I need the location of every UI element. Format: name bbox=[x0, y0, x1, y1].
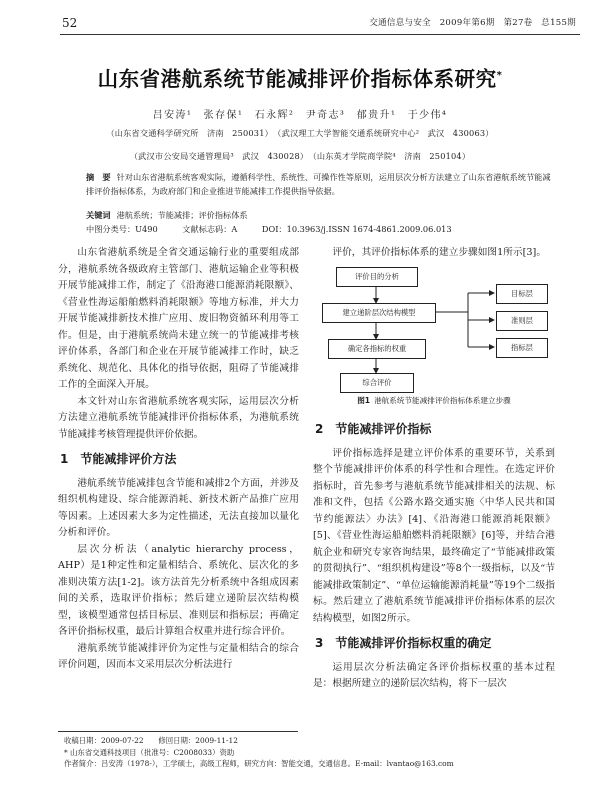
journal-running-header: 交通信息与安全 2009年第6期 第27卷 总155期 bbox=[369, 18, 576, 28]
intro-paragraph-2: 本文针对山东省港航系统客观实际，运用层次分析方法建立港航系统节能减排评价指标体系，为港航系统节能减排考核管理提供评价依据。 bbox=[58, 395, 299, 440]
section-1-paragraph-2: 层次分析法（analytic hierarchy process，AHP）是1种定性和定量相结合、系统化、层次化的多准则决策方法[1-2]。该方法首先分析系统中各组成因素间的关系，选取评价指标；然后建立递阶层次结构模型，该模型通常包括目标层、准则层和指标层；再确定各评价指标权重，最后计算组合权重并进行综合评价。 bbox=[58, 543, 299, 637]
doi: DOI：10.3963/j.ISSN 1674-4861.2009.06.013 bbox=[261, 224, 452, 234]
page-number: 52 bbox=[62, 16, 78, 30]
header-rule bbox=[60, 34, 580, 35]
classification-line bbox=[86, 222, 554, 236]
section-1-paragraph-3: 港航系统节能减排评价为定性与定量相结合的综合评价问题，因而本文采用层次分析法进行 bbox=[58, 642, 299, 670]
funding-mark: * bbox=[496, 70, 503, 82]
document-code: 文献标志码：A bbox=[182, 224, 238, 234]
figure-1-flow-diagram bbox=[318, 263, 554, 393]
section-1-paragraph-1: 港航系统节能减排包含节能和减排2个方面，并涉及组织机构建设、综合能源消耗、新技术新产品推广应用等因素。上述因素大多为定性描述，无法直接加以量化分析和评价。 bbox=[58, 477, 299, 538]
section-2-number: 2 bbox=[315, 422, 324, 436]
section-2-title: 节能减排评价指标 bbox=[335, 422, 432, 436]
footnote-funding: * 山东省交通科技项目（批准号：C2008033）资助 bbox=[64, 747, 235, 757]
section-2-heading bbox=[315, 421, 555, 438]
footnotes bbox=[64, 735, 554, 770]
footnote-dates: 收稿日期：2009-07-22 修回日期：2009-11-12 bbox=[64, 736, 238, 745]
paper-title-text: 山东省港航系统节能减排评价指标体系研究 bbox=[97, 67, 497, 91]
clc-number: 中图分类号：U490 bbox=[86, 224, 158, 234]
left-column bbox=[58, 245, 299, 674]
affiliation-line-2: （武汉市公安局交通管理局³ 武汉 430028） （山东英才学院商学院⁴ 济南 250104） bbox=[129, 151, 471, 161]
footnote-author-bio: 作者简介：吕安涛（1978-），工学硕士，高级工程师，研究方向：智能交通，交通信息。E-mail：lvantao@163.com bbox=[64, 759, 454, 768]
abstract-text: 针对山东省港航系统客观实际，遵循科学性、系统性、可操作性等原则，运用层次分析方法建立了山东省港航系统节能减排评价指标体系，为政府部门和企业推进节能减排工作提供指导依据。 bbox=[86, 172, 551, 196]
box-purpose-analysis: 评价目的分析 bbox=[336, 267, 418, 287]
abstract bbox=[86, 170, 554, 198]
box-goal-layer: 目标层 bbox=[496, 284, 548, 304]
section-1-number: 1 bbox=[60, 452, 69, 466]
abstract-label: 摘 要 bbox=[86, 172, 111, 182]
section-2-paragraph-1: 评价指标选择是建立评价体系的重要环节，关系到整个节能减排评价体系的科学性和合理性。在选定评价指标时，首先参考与港航系统节能减排相关的法规、标准和文件，包括《公路水路交通实施〈中华人民共和国节约能源法〉办法》[4]、《沿海港口能源消耗限额》[5]、《营业性海运船舶燃料消耗限额》[6]等，并结合港航企业和研究专家咨询结果，最终确定了“节能减排政策的贯彻执行”、“组织机构建设”等8个一级指标，以及“节能减排政策制定”、“单位运输能源消耗量”等19个二级指标。然后建立了港航系统节能减排评价指标体系的层次结构模型，如图2所示。 bbox=[313, 447, 555, 624]
box-determine-weights: 确定各指标的权重 bbox=[328, 339, 426, 359]
figure-1-caption bbox=[313, 395, 555, 406]
section-3-number: 3 bbox=[315, 636, 324, 650]
figure-1-caption-text: 港航系统节能减排评价指标体系建立步骤 bbox=[374, 396, 511, 405]
keywords-label: 关键词 bbox=[86, 210, 111, 220]
box-criteria-layer: 准则层 bbox=[496, 311, 548, 331]
section-3-paragraph-1: 运用层次分析法确定各评价指标权重的基本过程是：根据所建立的递阶层次结构，将下一层次 bbox=[313, 661, 555, 689]
keywords bbox=[86, 208, 554, 222]
box-build-hierarchy: 建立递阶层次结构模型 bbox=[322, 303, 436, 323]
affiliation-line-1: （山东省交通科学研究所 济南 250031） （武汉理工大学智能交通系统研究中心² 武汉 430063） bbox=[106, 128, 494, 138]
figure-1-caption-number: 图1 bbox=[357, 396, 371, 405]
section-3-title: 节能减排评价指标权重的确定 bbox=[335, 636, 492, 650]
right-column-body bbox=[313, 413, 555, 693]
box-indicator-layer: 指标层 bbox=[496, 338, 548, 358]
author-list: 吕安涛¹ 张存保¹ 石永辉² 尹奇志³ 郁贵升¹ 于少伟⁴ bbox=[152, 110, 448, 121]
box-comprehensive-evaluation: 综合评价 bbox=[340, 373, 414, 393]
section-3-heading bbox=[315, 635, 555, 652]
figure-reference-paragraph: 评价，其评价指标体系的建立步骤如图1所示[3]。 bbox=[332, 247, 547, 258]
right-column-top bbox=[313, 245, 555, 262]
paper-title bbox=[0, 62, 600, 92]
section-1-heading bbox=[60, 451, 299, 468]
intro-paragraph-1: 山东省港航系统是全省交通运输行业的重要组成部分，港航系统各级政府主管部门、港航运输企业等积极开展节能减排工作，制定了《沿海港口能源消耗限额》、《营业性海运船舶燃料消耗限额》等地方标准，并大力开展节能减排新技术推广应用、废旧物资循环利用等工作。但是，由于港航系统尚未建立统一的节能减排考核评价体系，各部门和企业在开展节能减排工作时，缺乏系统化、规范化、具体化的指导依据，阻碍了节能减排工作的全面深入开展。 bbox=[58, 247, 299, 390]
keywords-text: 港航系统；节能减排；评价指标体系 bbox=[116, 210, 248, 220]
footnote-rule bbox=[58, 731, 298, 732]
section-1-title: 节能减排评价方法 bbox=[80, 452, 177, 466]
